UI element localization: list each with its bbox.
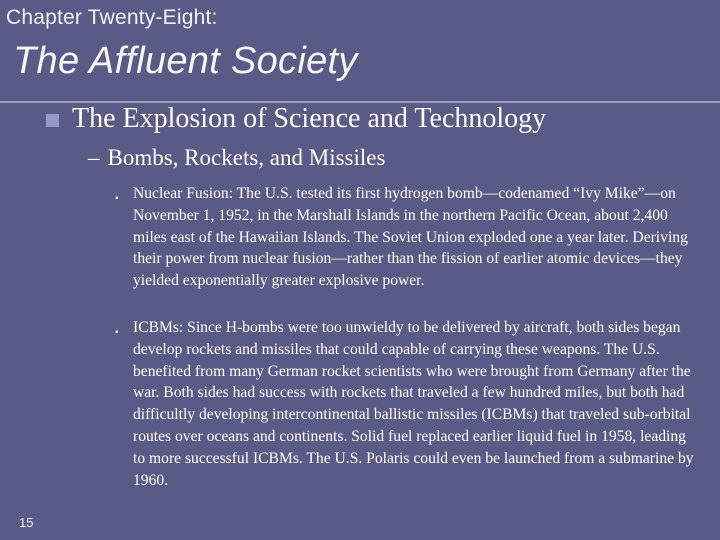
- chapter-heading: Chapter Twenty-Eight:: [6, 6, 218, 29]
- level2-item: [88, 145, 385, 171]
- level3-item-icbm: [115, 317, 700, 491]
- triangle-bullet-icon: ▪: [115, 327, 119, 338]
- square-bullet-icon: [46, 114, 59, 127]
- level1-text: The Explosion of Science and Technology: [72, 103, 547, 134]
- level2-text: Bombs, Rockets, and Missiles: [107, 145, 386, 170]
- level3-text: ICBMs: Since H-bombs were too unwieldy to be delivered by aircraft, both sides began develop rockets and missiles that could capable of carrying these weapons. The U.S. benefited from many German rocket scientists who were brought from Germany after the war. Both sides had success with rockets that traveled a few hundred miles, but both had difficultly developing intercontinental ballistic missiles (ICBMs) that traveled sub-orbital routes over oceans and continents. Solid fuel replaced earlier liquid fuel in 1958, leading to more successful ICBMs. The U.S. Polaris could even be launched from a submarine by 1960.: [133, 319, 694, 489]
- slide-title: The Affluent Society: [13, 40, 358, 82]
- level3-text: Nuclear Fusion: The U.S. tested its first hydrogen bomb—codenamed “Ivy Mike”—on November 1, 1952, in the Marshall Islands in the northern Pacific Ocean, about 2,400 miles east of the Hawaiian Islands. The Soviet Union exploded one a year later. Deriving their power from nuclear fusion—rather than the fission of earlier atomic devices—they yielded exponentially greater explosive power.: [133, 185, 688, 290]
- level3-item-fusion: [115, 183, 700, 292]
- dash-bullet: –: [88, 145, 100, 170]
- level1-item: [46, 103, 546, 135]
- triangle-bullet-icon: ▪: [115, 193, 119, 204]
- page-number: 15: [19, 515, 34, 530]
